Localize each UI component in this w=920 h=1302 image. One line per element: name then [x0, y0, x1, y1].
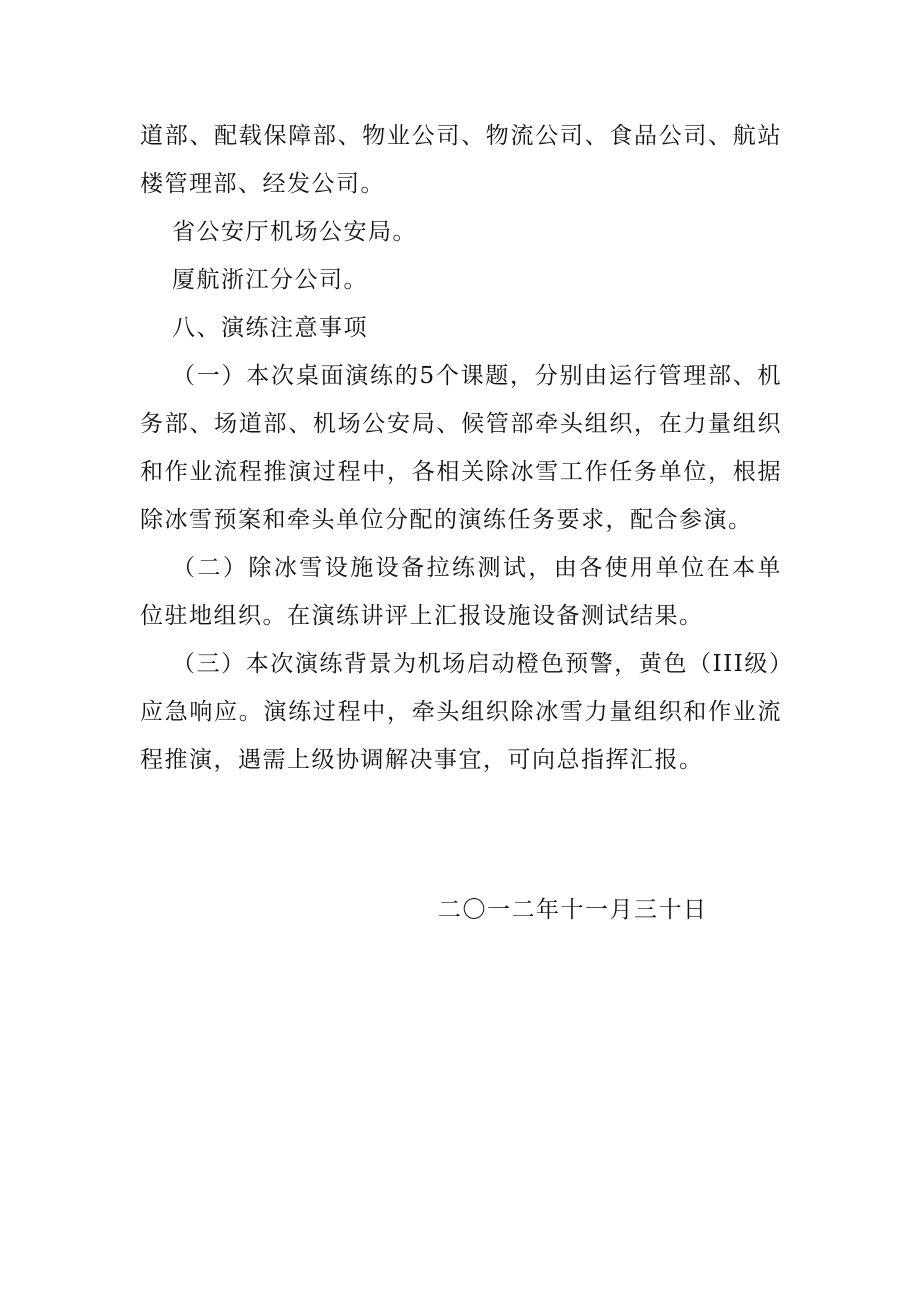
- paragraph-note-3: （三）本次演练背景为机场启动橙色预警，黄色（III级）应急响应。演练过程中，牵头组织除冰雪力量组织和作业流程推演，遇需上级协调解决事宜，可向总指挥汇报。: [140, 651, 782, 773]
- section-heading-drill-notes: 八、演练注意事项: [172, 315, 368, 341]
- paragraph-xiamen-airlines-zhejiang: 厦航浙江分公司。: [172, 267, 368, 293]
- document-date: 二〇一二年十一月三十日: [438, 897, 708, 923]
- paragraph-airport-police: 省公安厅机场公安局。: [172, 219, 417, 245]
- paragraph-note-2: （二）除冰雪设施设备拉练测试，由各使用单位在本单位驻地组织。在演练讲评上汇报设施设备测试结果。: [140, 555, 782, 629]
- paragraph-note-1: （一）本次桌面演练的5个课题，分别由运行管理部、机务部、场道部、机场公安局、候管部牵头组织，在力量组织和作业流程推演过程中，各相关除冰雪工作任务单位，根据除冰雪预案和牵头单位分配的演练任务要求，配合参演。: [140, 363, 782, 533]
- document-body: [140, 112, 782, 784]
- paragraph-departments-continued: 道部、配载保障部、物业公司、物流公司、食品公司、航站楼管理部、经发公司。: [140, 123, 782, 197]
